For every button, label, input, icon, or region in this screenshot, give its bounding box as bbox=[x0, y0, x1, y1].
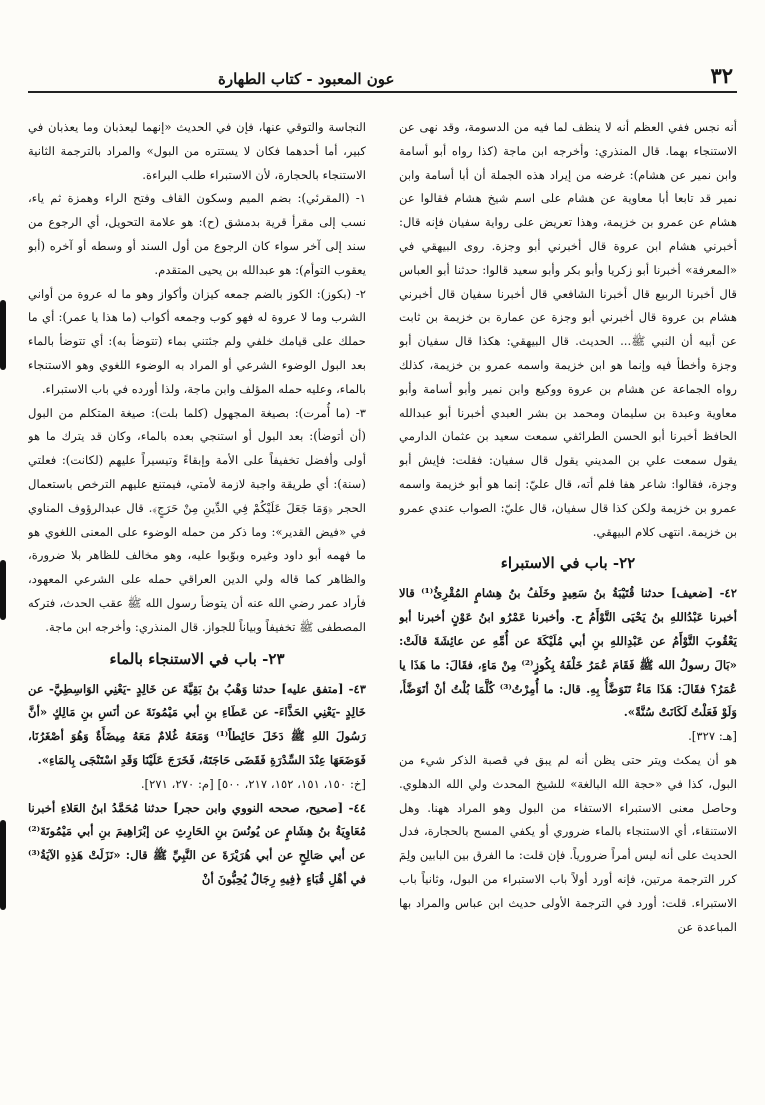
header-rule bbox=[28, 91, 737, 93]
commentary-paragraph: النجاسة والتوقي عنها، فإن في الحديث «إنهما ليعذبان وما يعذبان في كبير، أما أحدهما فكان لا يستتره من البول» والمراد بالترجمة الثانية الاستنجاء بالحجارة، لأن الاستبراء طلب البراءة. bbox=[28, 120, 366, 182]
chapter-heading: ٢٢- باب في الاستبراء bbox=[500, 554, 636, 573]
scan-edge-shadow bbox=[0, 560, 6, 620]
left-column bbox=[28, 116, 366, 1096]
commentary-note: ٣- (ما أُمرت): بصيغة المجهول (كلما بلت): صيغة المتكلم من البول (أن أتوضأ): بعد البول أو استنجي بعده بالماء، وكان قد يترك ما هو أولى وأفضل تخفيفاً على الأمة وإبقاءً وتيسيراً عليهم (لكانت): فعلتي (سنة): أي طريقة واجبة لازمة لأمتي، فيمتنع عليهم الترخص باستعمال الحجر ﴿وَمَا جَعَلَ عَلَيْكُمْ فِي الدِّينِ مِنْ حَرَجٍ﴾. قال عبدالرؤوف المناوي في «فيض القدير»: وما ذكر من حمله الوضوء على المعنى اللغوي هو ما فهمه أبو داود وغيره وبوّبوا عليه، وهو مخالف للظاهر بلا ضرورة، والظاهر كما قاله ولي الدين العراقي حمله على الشرعي المعهود، فأراد عمر رضي الله عنه أن يتوضأ رسول الله ﷺ عقب الحدث، فتركه المصطفى ﷺ تخفيفاً وبياناً للجواز. قال المنذري: وأخرجه ابن ماجة. bbox=[28, 405, 366, 634]
hadith-text: ٤٤- [صحيح، صححه النووي وابن حجر] حدثنا مُحَمَّدُ ابنُ العَلاءِ أخبرنا مُعَاوِيَةُ بنُ هِشَامٍ عن يُونُسَ بنِ الحَارِثِ عن إبْرَاهِيمَ بنِ أبي مَيْمُونَةَ⁽²⁾ عن أبي صَالِحٍ عن أبي هُرَيْرَةَ عن النَّبِيِّ ﷺ قال: «نَزَلَتْ هَذِهِ الآيَةُ⁽³⁾ في أهْلِ قُبَاءٍ ﴿فِيهِ رِجَالٌ يُحِبُّونَ أنْ bbox=[28, 800, 366, 886]
chapter-heading: ٢٣- باب في الاستنجاء بالماء bbox=[109, 649, 285, 668]
running-title: عون المعبود - كتاب الطهارة bbox=[218, 70, 395, 88]
commentary-paragraph: أنه نجس ففي العظم أنه لا ينظف لما فيه من الدسومة، وقد نهى عن الاستنجاء بهما. قال المنذري: وأخرجه ابن ماجة (كذا رواه أبو أسامة وابن نمير عن هشام): غرضه من إيراد هذه الجملة أن أبا أسامة وابن نمير قد تابعا أبا معاوية عن هشام على اسم شيخ هشام فقالوا عن هشام عن عمرو بن خزيمة، وهذا تعريض على رواية سفيان فإنه قال: أخبرني هشام ابن عروة قال أخبرني أبو وجزة. روى البيهقي في «المعرفة» أخبرنا أبو زكريا وأبو بكر وأبو سعيد قالوا: حدثنا أبو العباس قال أخبرنا الربيع قال أخبرنا الشافعي قال أخبرنا سفيان قال أخبرني هشام بن عروة قال أخبرني أبو وجزة عن عمارة بن خزيمة بن ثابت عن أبيه أن النبي ﷺ... الحديث. قال البيهقي: هكذا قال سفيان أبو وجزة وأخطأ فيه وإنما هو ابن خزيمة واسمه عمرو بن خزيمة، كذلك رواه الجماعة عن هشام بن عروة ووكيع وابن نمير وأبو أسامة وأبو معاوية وعبدة بن سليمان ومحمد بن بشر العبدي أخبرنا أبو عبدالله الحافظ أخبرنا أبو الحسن الطرائفي سمعت سعيد بن عثمان الدارمي يقول سمعت علي بن المديني يقول قال سفيان: فقلت: فإيش أبو وجزة، فقالوا: شاعر هفا فلم أته، قال عليّ: إنما هو أبو خزيمة واسمه عمرو بن خزيمة ولكن كذا قال سفيان، قال عليّ: الصواب عندي عمرو بن خزيمة. انتهى كلام البيهقي. bbox=[399, 120, 737, 539]
page-header bbox=[28, 48, 737, 88]
page-number: ٣٢ bbox=[710, 63, 733, 88]
commentary-paragraph: هو أن يمكث ويتر حتى يظن أنه لم يبق في قصبة الذكر شيء من البول، كذا في «حجة الله البالغة» للشيخ المحدث ولي الله الدهلوي. وحاصل معنى الاستبراء الاستفاء من البول وهو المراد ههنا. وهل الاستنقاء، أي الاستنجاء بالماء ضروري أو يكفي المسح بالحجارة، فدل الحديث على أنه ليس أمراً ضرورياً. فإن قلت: ما الفرق بين البابين ولِمَ كرر الترجمة مرتين، فإنه أورد أولاً باب الاستبراء من البول، وثانياً باب الاستبراء. قلت: أورد في الترجمة الأولى حديث ابن عباس والمراد بها المباعدة عن bbox=[399, 752, 737, 934]
hadith-text: ٤٣- [متفق عليه] حدثنا وَهْبُ بنُ بَقِيَّةَ عن خَالِدٍ -يَعْنِي الوَاسِطِيَّ- عن خَالِدٍ -يَعْنِي الحَذَّاءَ- عن عَطَاءِ بنِ أبي مَيْمُونَةَ عن أنَسِ بنِ مَالِكٍ «أنَّ رَسُولَ اللهِ ﷺ دَخَلَ حَائِطاً⁽¹⁾ وَمَعَهُ غُلامٌ مَعَهُ مِيضَأَةٌ وَهُوَ أصْغَرُنَا، فَوَضَعَهَا عِنْدَ السِّدْرَةِ فَقَضَى حَاجَتَهُ، فَخَرَجَ عَلَيْنَا وَقَدِ اسْتَنْجَى بِالمَاءِ». bbox=[28, 681, 366, 767]
commentary-note: ٢- (بكوز): الكوز بالضم جمعه كيزان وأكواز وهو ما له عروة من أواني الشرب وما لا عروة له فهو كوب وجمعه أكواب (ما هذا يا عمر): أي ما حملك على قيامك خلفي ولم جئتني بماء (تتوضأ به): أي تتوضأ بالماء بعد البول الوضوء الشرعي أو المراد به الوضوء اللغوي وهو الاستنجاء بالماء، وعليه حمله المؤلف وابن ماجة، ولذا أورده في باب الاستبراء. bbox=[28, 286, 366, 396]
scan-edge-shadow bbox=[0, 820, 6, 910]
right-column bbox=[399, 116, 737, 1096]
hadith-reference: [خ: ١٥٠، ١٥١، ١٥٢، ٢١٧، ٥٠٠] [م: ٢٧٠، ٢٧١]. bbox=[140, 776, 366, 791]
commentary-note: ١- (المقرئي): بضم الميم وسكون القاف وفتح الراء وهمزة ثم ياء، نسب إلى مقرأ قرية بدمشق (ح): هو علامة التحويل، أي الرجوع من سند إلى آخر سواء كان الرجوع من أول السند أو وسطه أو آخره (أبو يعقوب التوأم): هو عبدالله بن يحيى المتقدم. bbox=[28, 191, 366, 277]
hadith-reference: [هـ: ٣٢٧]. bbox=[688, 729, 737, 744]
hadith-text: ٤٢- [ضعيف] حدثنا قُتَيْبَةُ بنُ سَعِيدٍ وخَلَفُ بنُ هِشامٍ المُقْرِئُ⁽¹⁾ قالا أخبرنا عَبْدُاللهِ بنُ يَحْيَى التَّوْأَمُ ح. وأخبرنا عَمْرُو ابنُ عَوْنٍ أخبرنا أبو يَعْقُوبَ التَّوْأَمُ عن عَبْدِاللهِ بنِ أبي مُلَيْكَةَ عن أُمِّهِ عن عائِشَةَ قالَتْ: «بَالَ رسولُ الله ﷺ فَقَامَ عُمَرُ خَلْفَهُ بِكُوزٍ⁽²⁾ مِنْ مَاءٍ، فقَالَ: ما هَذَا يا عُمَرُ؟ فقَالَ: هَذَا مَاءٌ تَتَوَضَّأُ بِهِ. قال: ما أُمِرْتُ⁽³⁾ كُلَّمَا بُلْتُ أنْ أتَوَضَّأَ، وَلَوْ فَعَلْتُ لَكَانَتْ سُنَّةً». bbox=[399, 586, 737, 720]
scan-edge-shadow bbox=[0, 300, 6, 370]
